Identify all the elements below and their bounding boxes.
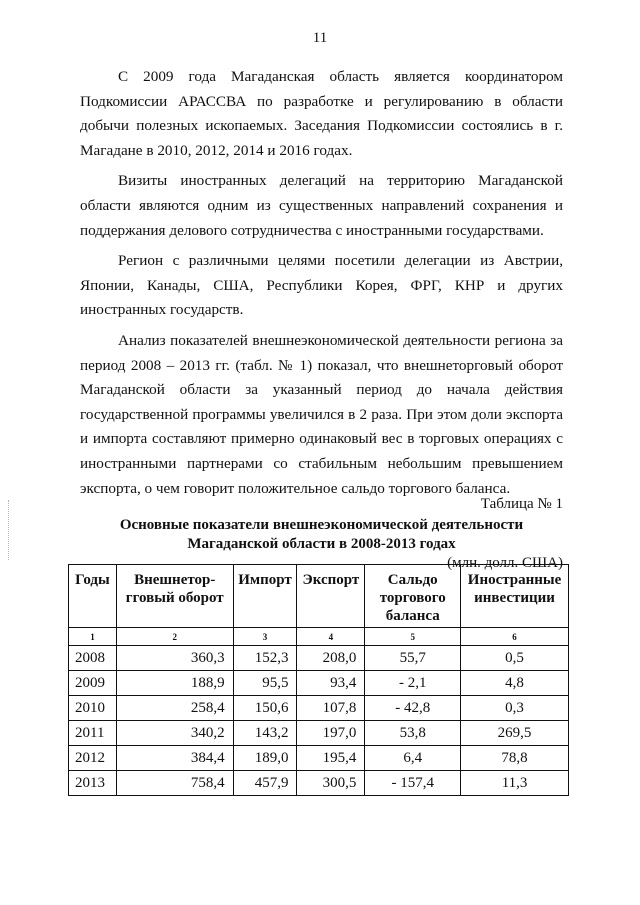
scan-margin-mark	[8, 500, 10, 560]
table-row	[69, 696, 569, 721]
cell-turnover: 258,4	[116, 696, 233, 721]
cell-import: 143,2	[233, 721, 297, 746]
cell-turnover: 360,3	[116, 646, 233, 671]
cell-export: 195,4	[297, 746, 365, 771]
cell-balance: - 42,8	[365, 696, 461, 721]
table-row	[69, 721, 569, 746]
cell-import: 152,3	[233, 646, 297, 671]
cell-turnover: 758,4	[116, 771, 233, 796]
cell-balance: - 2,1	[365, 671, 461, 696]
column-number: 2	[116, 628, 233, 646]
cell-year: 2009	[69, 671, 117, 696]
cell-export: 197,0	[297, 721, 365, 746]
cell-turnover: 384,4	[116, 746, 233, 771]
table-caption	[80, 495, 563, 573]
cell-investment: 4,8	[461, 671, 569, 696]
column-number: 1	[69, 628, 117, 646]
column-number: 4	[297, 628, 365, 646]
header-turnover	[116, 565, 233, 628]
table-unit: (млн. долл. США)	[447, 555, 563, 571]
paragraph-delegation-visits: Визиты иностранных делегаций на территорию Магаданской области являются одним из существенных направлений сохранения и поддержания делового сотрудничества с иностранными государствами.	[80, 172, 563, 239]
table-title-line-1: Основные показатели внешнеэкономической деятельности	[119, 517, 524, 533]
cell-balance: 6,4	[365, 746, 461, 771]
cell-year: 2011	[69, 721, 117, 746]
body-text	[80, 65, 563, 507]
cell-export: 107,8	[297, 696, 365, 721]
cell-export: 208,0	[297, 646, 365, 671]
cell-turnover: 340,2	[116, 721, 233, 746]
table-header-row	[69, 565, 569, 628]
cell-year: 2010	[69, 696, 117, 721]
cell-balance: 55,7	[365, 646, 461, 671]
header-foreign-investment: Иностранные инвестиции	[461, 565, 569, 628]
cell-year: 2008	[69, 646, 117, 671]
header-trade-balance: Сальдо торгового баланса	[365, 565, 461, 628]
paragraph-delegation-countries: Регион с различными целями посетили делегации из Австрии, Японии, Канады, США, Республики Корея, ФРГ, КНР и других иностранных государств.	[80, 252, 563, 319]
cell-investment: 0,3	[461, 696, 569, 721]
header-export: Экспорт	[297, 565, 365, 628]
table-title-line-2: Магаданской области в 2008-2013 годах	[187, 536, 456, 552]
header-turnover-text: Внешнетор-гговый оборот	[125, 572, 224, 606]
header-import: Импорт	[233, 565, 297, 628]
paragraph-trade-analysis: Анализ показателей внешнеэкономической деятельности региона за период 2008 – 2013 гг. (табл. № 1) показал, что внешнеторговый оборот Магаданской области за указанный период до начала действия государственной программы увеличился в 2 раза. При этом доли экспорта и импорта составляют примерно одинаковый вес в торговых операциях с иностранными партнерами со стабильным небольшим превышением экспорта, о чем говорит положительное сальдо торгового баланса.	[80, 331, 563, 497]
table-row	[69, 746, 569, 771]
cell-import: 189,0	[233, 746, 297, 771]
cell-turnover: 188,9	[116, 671, 233, 696]
column-number: 3	[233, 628, 297, 646]
cell-import: 457,9	[233, 771, 297, 796]
header-years: Годы	[69, 565, 117, 628]
table-title	[80, 516, 563, 554]
cell-import: 95,5	[233, 671, 297, 696]
cell-export: 300,5	[297, 771, 365, 796]
table-row	[69, 646, 569, 671]
cell-year: 2013	[69, 771, 117, 796]
page-number: 11	[312, 30, 328, 46]
cell-investment: 11,3	[461, 771, 569, 796]
table-row	[69, 771, 569, 796]
table-row	[69, 671, 569, 696]
foreign-trade-table	[68, 564, 569, 796]
column-number-row	[69, 628, 569, 646]
cell-investment: 0,5	[461, 646, 569, 671]
table-number: Таблица № 1	[480, 496, 563, 512]
cell-balance: 53,8	[365, 721, 461, 746]
paragraph-coordinator: С 2009 года Магаданская область является координатором Подкомиссии АРАССВА по разработке и регулированию в области добычи полезных ископаемых. Заседания Подкомиссии состоялись в г. Магадане в 2010, 2012, 2014 и 2016 годах.	[80, 68, 563, 159]
cell-balance: - 157,4	[365, 771, 461, 796]
cell-year: 2012	[69, 746, 117, 771]
cell-export: 93,4	[297, 671, 365, 696]
cell-import: 150,6	[233, 696, 297, 721]
cell-investment: 269,5	[461, 721, 569, 746]
cell-investment: 78,8	[461, 746, 569, 771]
column-number: 5	[365, 628, 461, 646]
column-number: 6	[461, 628, 569, 646]
